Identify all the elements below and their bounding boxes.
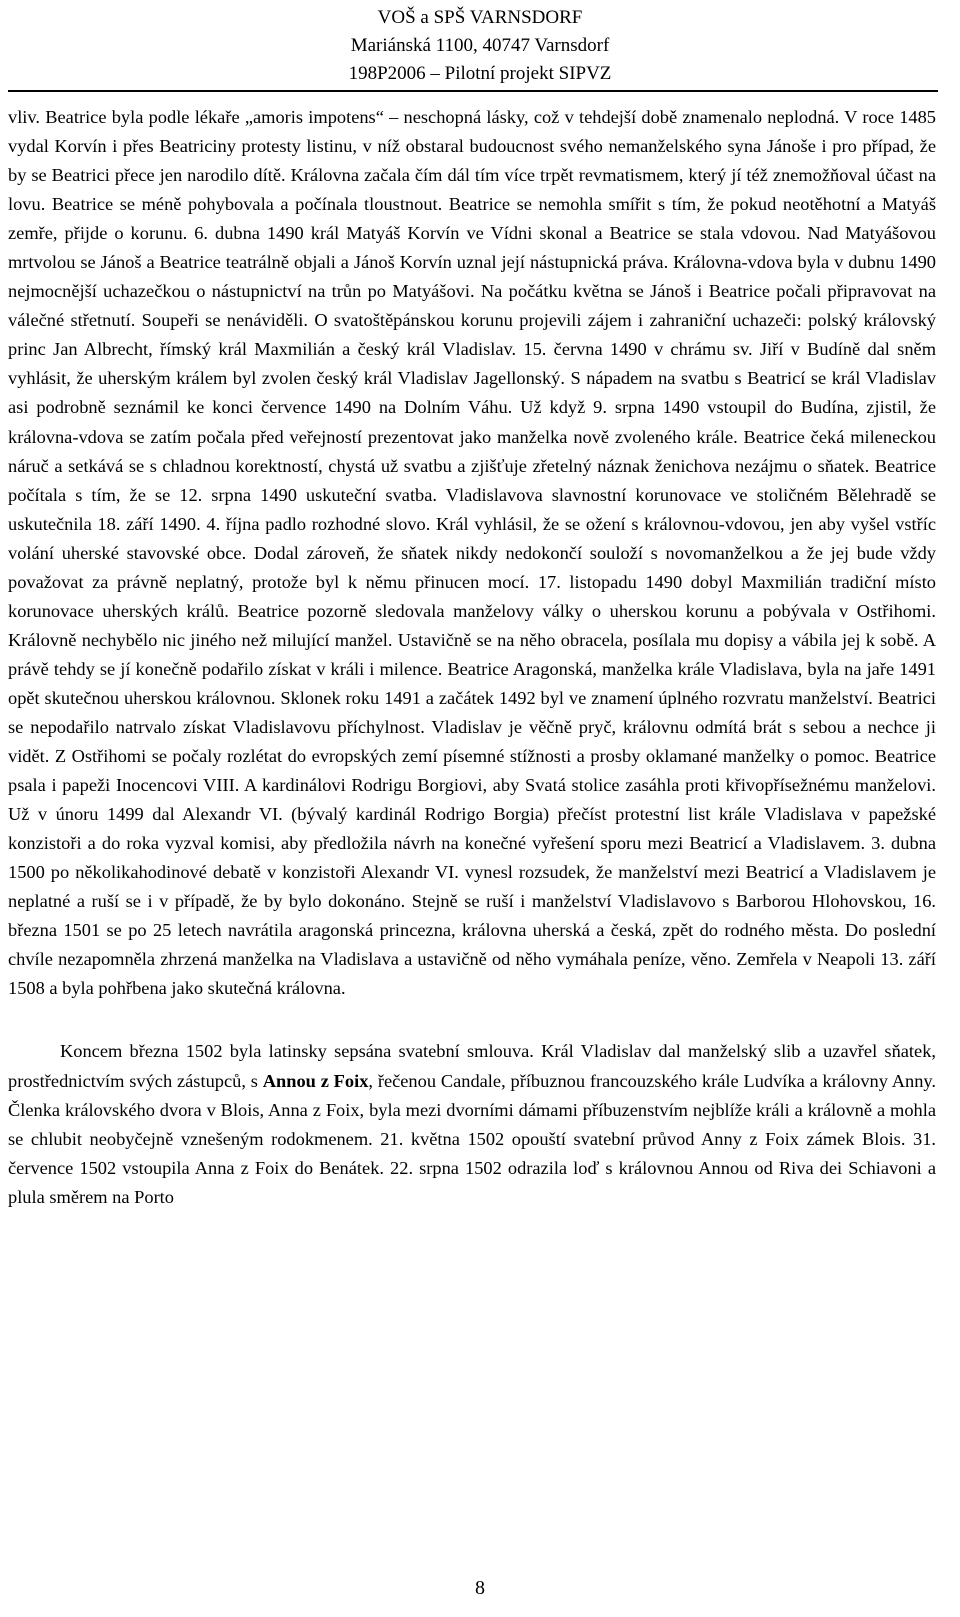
school-address: Mariánská 1100, 40747 Varnsdorf xyxy=(350,35,610,56)
header-rule xyxy=(8,90,938,92)
paragraph-anna-z-foix xyxy=(8,1037,936,1211)
project-name: 198P2006 – Pilotní projekt SIPVZ xyxy=(348,63,612,84)
paragraph-text-start: Koncem března 1502 byla latinsky sepsána svatební smlouva. Král Vladislav dal manželský slib a uzavřel sňatek, prostřednictvím svých zástupců, s xyxy=(8,1041,936,1091)
paragraph-beatrice: vliv. Beatrice byla podle lékaře „amoris impotens“ – neschopná lásky, což v tehdejší době znamenalo neplodná. V roce 1485 vydal Korvín i přes Beatriciny protesty listinu, v níž obstaral budoucnost svého nemanželského syna Jánoše i pro případ, že by se Beatrici přece jen narodilo dítě. Královna začala čím dál tím více trpět revmatismem, který jí též znemožňoval účast na lovu. Beatrice se méně pohybovala a počínala tloustnout. Beatrice se nemohla smířit s tím, že pokud neotěhotní a Matyáš zemře, přijde o korunu. 6. dubna 1490 král Matyáš Korvín ve Vídni skonal a Beatrice se stala vdovou. Nad Matyášovou mrtvolou se Jánoš a Beatrice teatrálně objali a Jánoš Korvín uznal její nástupnická práva. Královna-vdova byla v dubnu 1490 nejmocnější uchazečkou o nástupnictví na trůn po Matyášovi. Na počátku května se Jánoš i Beatrice počali připravovat na válečné střetnutí. Soupeři se nenáviděli. O svatoštěpánskou korunu projevili zájem i zahraniční uchazeči: polský královský princ Jan Albrecht, římský král Maxmilián a český král Vladislav. 15. června 1490 v chrámu sv. Jiří v Budíně dal sněm vyhlásit, že uherským králem byl zvolen český král Vladislav Jagellonský. S nápadem na svatbu s Beatricí se král Vladislav asi podrobně seznámil ke konci července 1490 na Dolním Váhu. Už když 9. srpna 1490 vstoupil do Budína, zjistil, že královna-vdova se zatím počala před veřejností prezentovat jako manželka nově zvoleného krále. Beatrice čeká mileneckou náruč a setkává se s chladnou korektností, chystá už svatbu a zjišťuje zřetelný náznak ženichova nezájmu o sňatek. Beatrice počítala s tím, že se 12. srpna 1490 uskuteční svatba. Vladislavova slavnostní korunovace ve stoličném Bělehradě se uskutečnila 18. září 1490. 4. října padlo rozhodné slovo. Král vyhlásil, že se ožení s královnou-vdovou, jen aby vyšel vstříc volání uherské stavovské obce. Dodal zároveň, že sňatek nikdy nedokončí souloží s novomanželkou a že jej bude vždy považovat za právně neplatný, protože byl k němu přinucen mocí. 17. listopadu 1490 dobyl Maxmilián tradiční místo korunovace uherských králů. Beatrice pozorně sledovala manželovy války o uherskou korunu a pobývala v Ostřihomi. Královně nechybělo nic jiného než milující manžel. Ustavičně se na něho obracela, posílala mu dopisy a vábila jej k sobě. A právě tehdy se jí konečně podařilo získat v králi i milence. Beatrice Aragonská, manželka krále Vladislava, byla na jaře 1491 opět skutečnou uherskou královnou. Sklonek roku 1491 a začátek 1492 byl ve znamení úplného rozvratu manželství. Beatrici se nepodařilo natrvalo získat Vladislavovu příchylnost. Vladislav je věčně pryč, královnu odmítá brát s sebou a nechce ji vidět. Z Ostřihomi se počaly rozlétat do evropských zemí písemné stížnosti a prosby oklamané manželky o pomoc. Beatrice psala i papeži Inocencovi VIII. A kardinálovi Rodrigu Borgiovi, aby Svatá stolice zasáhla proti křivopřísežnému manželovi. Už v únoru 1499 dal Alexandr VI. (bývalý kardinál Rodrigo Borgia) přečíst protestní list krále Vladislava v papežské konzistoři a do roka vyzval komisi, aby předložila návrh na konečné vyřešení sporu mezi Beatricí a Vladislavem. 3. dubna 1500 po několikahodinové debatě v konzistoři Alexandr VI. vynesl rozsudek, že manželství mezi Beatricí a Vladislavem je neplatné a ruší se i v případě, že by bylo dokonáno. Stejně se ruší i manželství Vladislavovo s Barborou Hlohovskou, 16. března 1501 se po 25 letech navrátila aragonská princezna, královna uherská a česká, zpět do rodného města. Do poslední chvíle nezapomněla zhrzená manželka na Vladislava a ustavičně od něho vymáhala peníze, věno. Zemřela v Neapoli 13. září 1508 a byla pohřbena jako skutečná královna. xyxy=(8,107,936,999)
page-number: 8 xyxy=(475,1577,485,1599)
school-name: VOŠ a SPŠ VARNSDORF xyxy=(377,7,583,28)
bold-name-anna-z-foix: Annou z Foix xyxy=(262,1070,369,1091)
paragraph-gap xyxy=(8,1003,936,1037)
paragraph-text-end: , řečenou Candale, příbuznou francouzského krále Ludvíka a královny Anny. Členka královského dvora v Blois, Anna z Foix, byla mezi dvorními dámami příbuzenstvím nejblíže králi a královně a mohla se chlubit neobyčejně vznešeným rodokmenem. 21. května 1502 opouští svatební průvod Anny z Foix zámek Blois. 31. července 1502 vstoupila Anna z Foix do Benátek. 22. srpna 1502 odrazila loď s královnou Annou od Riva dei Schiavoni a plula směrem na Porto xyxy=(8,1070,937,1207)
document-body xyxy=(8,103,936,1212)
page-header xyxy=(0,4,960,88)
